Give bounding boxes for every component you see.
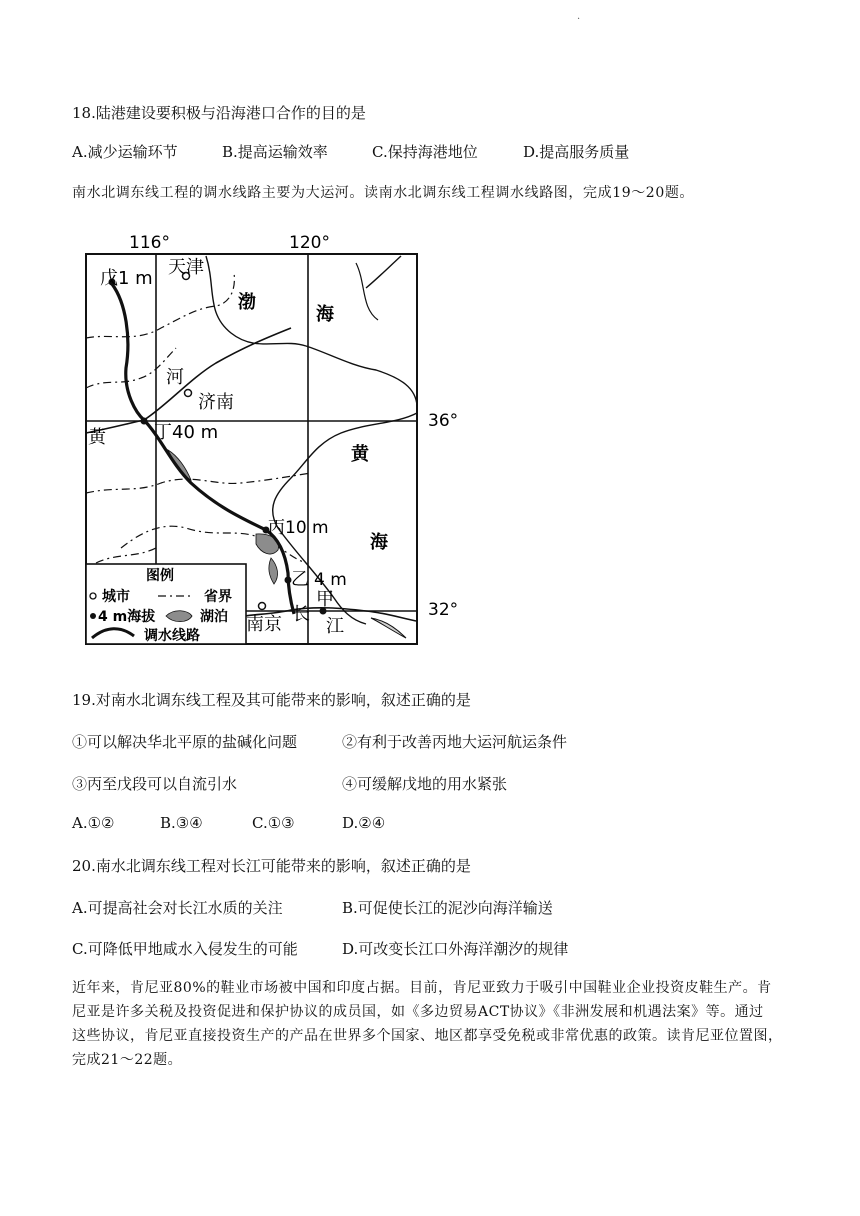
- lat-label-36: 36°: [428, 411, 459, 431]
- lon-label-116: 116°: [129, 233, 170, 253]
- q19-option-c: C.①③: [252, 814, 295, 832]
- label-ding: 丁40 m: [154, 422, 219, 443]
- label-chang: 长: [292, 604, 310, 625]
- label-hai-1: 海: [316, 304, 334, 325]
- q20-option-b: B.可促使长江的泥沙向海洋输送: [342, 899, 553, 917]
- legend-city-symbol: [90, 593, 96, 599]
- intro-21-line-3: 这些协议，肯尼亚直接投资生产的产品在世界多个国家、地区都享受免税或非常优惠的政策。读肯尼亚位置图，: [72, 1028, 783, 1044]
- label-yi: 乙: [291, 569, 309, 590]
- label-hai-2: 海: [370, 532, 388, 553]
- legend-lake: 湖泊: [200, 609, 228, 625]
- lake-gaoyou: [269, 558, 278, 584]
- label-tianjin: 天津: [168, 257, 204, 278]
- label-nanjing: 南京: [246, 614, 282, 635]
- q19-item-2: ②有利于改善丙地大运河航运条件: [342, 733, 568, 751]
- intro-19-20: 南水北调东线工程的调水线路主要为大运河。读南水北调东线工程调水线路图，完成19～20题。: [72, 185, 695, 201]
- chongming-island: [371, 618, 406, 638]
- intro-21-line-2: 尼亚是许多关税及投资促进和保护协议的成员国，如《多边贸易ACT协议》《非洲发展和机遇法案》等。通过: [72, 1004, 764, 1020]
- q18-option-a: A.减少运输环节: [72, 143, 178, 161]
- q20-option-d: D.可改变长江口外海洋潮汐的规律: [342, 940, 569, 958]
- q18-stem: 18.陆港建设要积极与沿海港口合作的目的是: [72, 104, 366, 122]
- legend-elevation: 4 m海拔: [98, 609, 156, 625]
- legend-city: 城市: [102, 589, 130, 605]
- legend-border: 省界: [204, 589, 232, 605]
- q19-item-3: ③丙至戊段可以自流引水: [72, 775, 238, 793]
- label-huang-sea: 黄: [351, 444, 369, 465]
- intro-21-line-4: 完成21～22题。: [72, 1052, 183, 1068]
- label-yi-elevation: 4 m: [314, 570, 347, 590]
- label-he: 河: [166, 367, 184, 388]
- intro-21-22: [72, 976, 796, 1072]
- q19-option-d: D.②④: [342, 814, 386, 832]
- q20-option-c: C.可降低甲地咸水入侵发生的可能: [72, 940, 298, 958]
- intro-21-line-1: 近年来，肯尼亚80%的鞋业市场被中国和印度占据。目前，肯尼亚致力于吸引中国鞋业企业投资皮鞋生产。肯: [72, 980, 772, 996]
- q18-option-c: C.保持海港地位: [372, 143, 478, 161]
- label-bing: 丙10 m: [268, 518, 329, 538]
- q19-item-1: ①可以解决华北平原的盐碱化问题: [72, 733, 298, 751]
- label-wu: 戊1 m: [100, 268, 153, 289]
- legend-title: 图例: [146, 568, 174, 584]
- q19-option-b: B.③④: [160, 814, 203, 832]
- q19-option-a: A.①②: [72, 814, 115, 832]
- label-jia: 甲: [316, 589, 334, 610]
- bohai-coastline: [206, 256, 417, 406]
- lake-dongping: [168, 450, 191, 480]
- marker-nanjing: [259, 603, 266, 610]
- liaodong-coast-2: [356, 263, 378, 320]
- marker-jinan: [185, 390, 192, 397]
- map-figure: [66, 228, 466, 648]
- lon-label-120: 120°: [289, 233, 330, 253]
- map-legend: [86, 564, 246, 644]
- q19-item-4: ④可缓解戊地的用水紧张: [342, 775, 508, 793]
- lat-label-32: 32°: [428, 600, 459, 620]
- label-huang-river: 黄: [88, 427, 106, 448]
- label-jiang: 江: [326, 616, 344, 637]
- q20-stem: 20.南水北调东线工程对长江可能带来的影响，叙述正确的是: [72, 857, 471, 875]
- label-jinan: 济南: [198, 392, 234, 413]
- legend-route: 调水线路: [144, 628, 200, 644]
- q20-option-a: A.可提高社会对长江水质的关注: [72, 899, 283, 917]
- q19-stem: 19.对南水北调东线工程及其可能带来的影响，叙述正确的是: [72, 691, 471, 709]
- q18-option-d: D.提高服务质量: [523, 143, 630, 161]
- label-bo: 渤: [238, 292, 256, 313]
- q18-option-b: B.提高运输效率: [222, 143, 328, 161]
- liaodong-coast: [366, 256, 401, 288]
- legend-elevation-symbol: [90, 613, 96, 619]
- marker-ding: [141, 418, 148, 425]
- header-mark: ·: [577, 14, 581, 25]
